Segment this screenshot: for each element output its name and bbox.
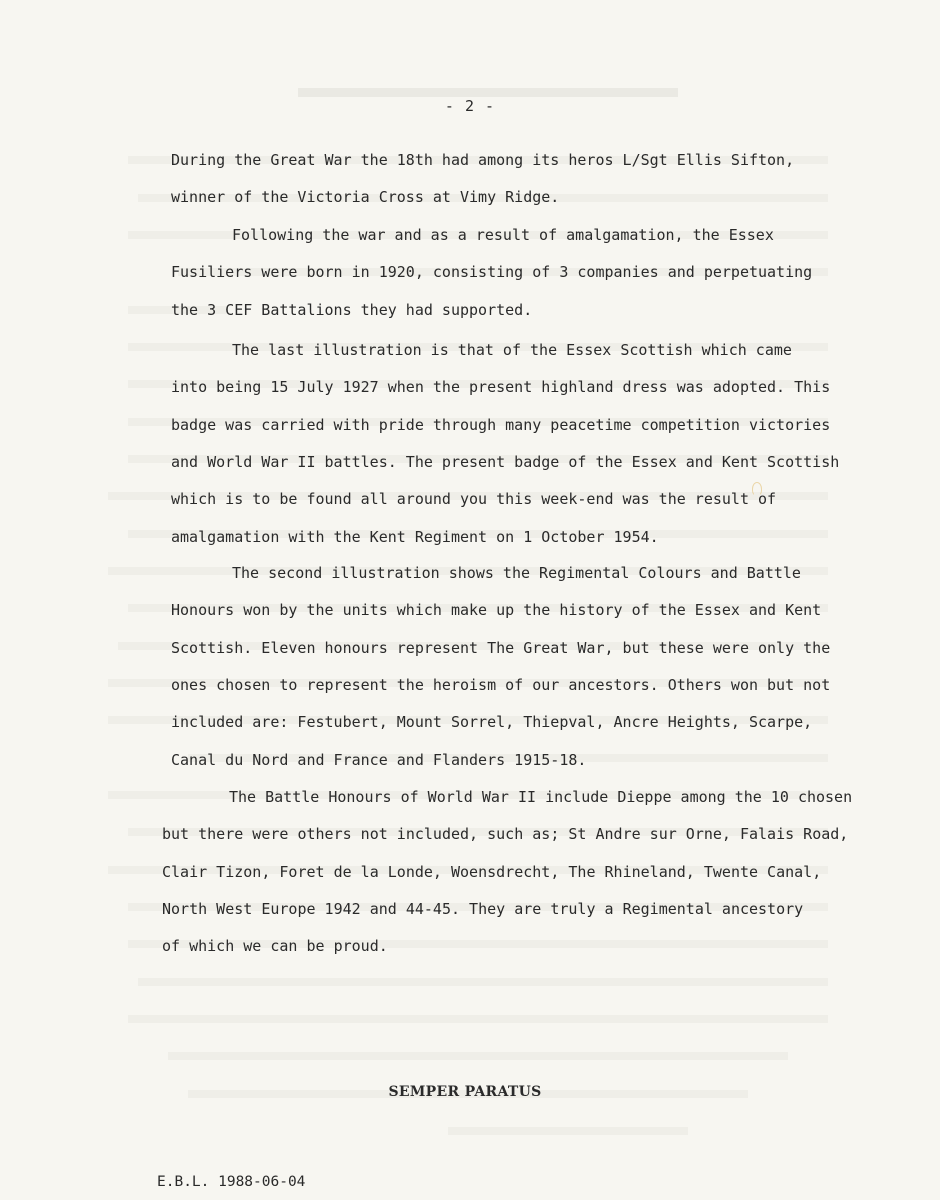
text-line: During the Great War the 18th had among its heros L/Sgt Ellis Sifton, [171,151,795,169]
bleed-through-lines [108,86,848,1166]
text-line: badge was carried with pride through many peacetime competition victories [171,415,831,434]
text-line: Following the war and as a result of amalgamation, the Essex [232,226,774,244]
text-line: The Battle Honours of World War II include Dieppe among the 10 chosen [229,788,853,806]
text-line: The last illustration is that of the Essex Scottish which came [232,341,792,359]
text-line: Fusiliers were born in 1920, consisting of 3 companies and perpetuating [171,263,813,282]
text-line: but there were others not included, such as; St Andre sur Orne, Falais Road, [162,825,849,844]
text-line: ones chosen to represent the heroism of our ancestors. Others won but not [171,675,831,694]
text-line: Clair Tizon, Foret de la Londe, Woensdrecht, The Rhineland, Twente Canal, [162,862,822,881]
text-line: The second illustration shows the Regimental Colours and Battle [232,564,801,582]
text-line: North West Europe 1942 and 44-45. They are truly a Regimental ancestory [162,899,804,918]
text-line: Canal du Nord and France and Flanders 1915-18. [171,750,587,769]
ink-mark [752,482,762,496]
text-line: of which we can be proud. [162,937,388,956]
motto: SEMPER PARATUS [388,1084,542,1100]
text-line: which is to be found all around you this week-end was the result of [171,490,777,509]
text-line: into being 15 July 1927 when the present highland dress was adopted. This [171,378,831,397]
text-line: amalgamation with the Kent Regiment on 1 October 1954. [171,527,659,546]
bleed-through-texture [108,86,848,1170]
text-line: winner of the Victoria Cross at Vimy Ridge. [171,188,560,207]
text-line: the 3 CEF Battalions they had supported. [171,300,533,319]
text-line: and World War II battles. The present badge of the Essex and Kent Scottish [171,452,840,471]
text-line: Scottish. Eleven honours represent The Great War, but these were only the [171,638,831,657]
text-line: included are: Festubert, Mount Sorrel, Thiepval, Ancre Heights, Scarpe, [171,713,813,732]
page-number: - 2 - [444,97,496,115]
text-line: Honours won by the units which make up the history of the Essex and Kent [171,601,822,620]
signature-date: E.B.L. 1988-06-04 [157,1174,306,1190]
